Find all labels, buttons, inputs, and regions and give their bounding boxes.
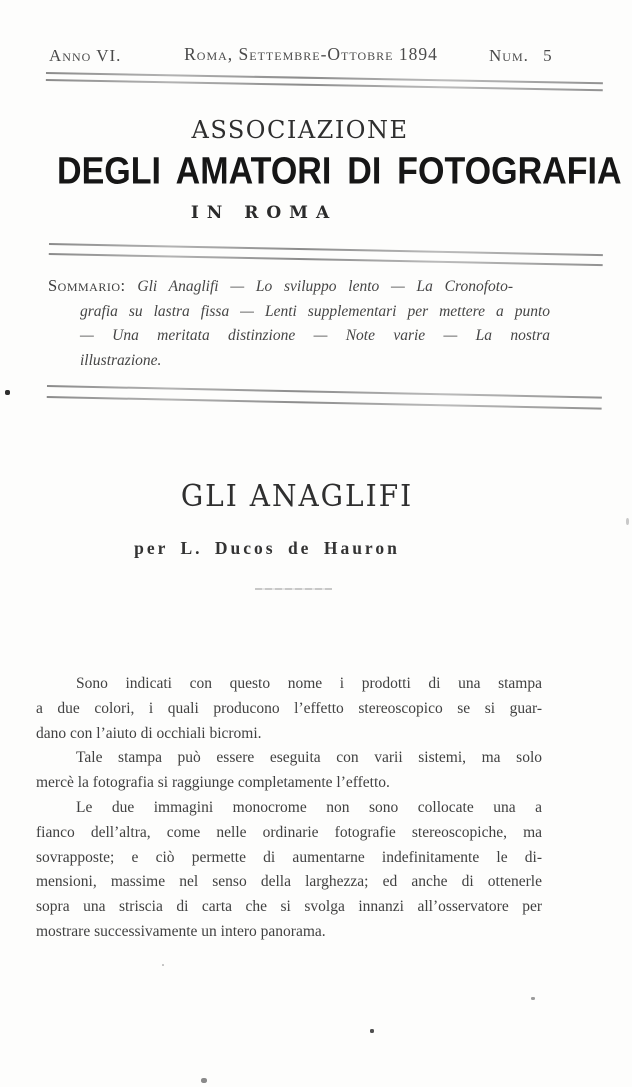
scan-speck (201, 1078, 207, 1083)
body-line: sovrapposte; e ciò permette di aumentarne indefinitamente le di- (36, 848, 542, 866)
article-byline: per L. Ducos de Hauron (134, 538, 400, 558)
body-line: mensioni, massime nel senso della larghezza; ed anche di ottenerle (36, 873, 542, 891)
body-line: Tale stampa può essere eseguita con varii sistemi, ma solo (76, 749, 542, 767)
body-line: mostrare successivamente un intero panorama. (36, 922, 326, 940)
association-title-line3: IN ROMA (190, 203, 338, 223)
association-double-rule (49, 243, 603, 266)
sommario-section (48, 274, 550, 373)
rule-line (49, 253, 603, 266)
body-line: dano con l’aiuto di occhiali bicromi. (36, 724, 262, 742)
masthead-anno: Anno VI. (49, 46, 122, 65)
body-line: sopra una striscia di carta che si svolga innanzi all’osservatore per (36, 898, 542, 916)
rule-line (47, 385, 602, 398)
scan-speck (626, 518, 629, 525)
sommario-line1-text: Gli Anaglifi — Lo sviluppo lento — La Cronofoto- (137, 278, 513, 295)
sommario-line: grafia su lastra fissa — Lenti supplementari per mettere a punto (80, 302, 550, 320)
scan-speck (531, 997, 535, 1000)
sommario-line: illustrazione. (80, 351, 162, 369)
body-line: mercè la fotografia si raggiunge completamente l’effetto. (36, 774, 390, 792)
scan-speck (162, 964, 164, 966)
masthead-double-rule (46, 72, 603, 91)
sommario-line (48, 274, 513, 300)
body-line: Le due immagini monocrome non sono collocate una a (76, 798, 542, 816)
byline-ornament-rule (255, 588, 332, 590)
masthead-issue: Roma, Settembre-Ottobre 1894 (184, 44, 438, 64)
sommario-label: Sommario: (48, 276, 126, 295)
association-title-line2: DEGLI AMATORI DI FOTOGRAFIA (57, 150, 622, 192)
scan-speck (5, 390, 10, 395)
article-body (36, 672, 542, 945)
article-title: GLI ANAGLIFI (180, 478, 414, 514)
body-line: a due colori, i quali producono l’effetto stereoscopico se si guar- (36, 699, 542, 717)
body-line: Sono indicati con questo nome i prodotti di una stampa (76, 675, 542, 692)
rule-line (47, 396, 602, 409)
sommario-line: — Una meritata distinzione — Note varie — La nostra (80, 327, 550, 345)
sommario-double-rule (47, 385, 602, 409)
association-title-line1: ASSOCIAZIONE (191, 116, 409, 144)
masthead-number: Num. 5 (489, 46, 553, 65)
scan-speck (370, 1029, 374, 1033)
body-line: fianco dell’altra, come nelle ordinarie fotografie stereoscopiche, ma (36, 823, 542, 841)
